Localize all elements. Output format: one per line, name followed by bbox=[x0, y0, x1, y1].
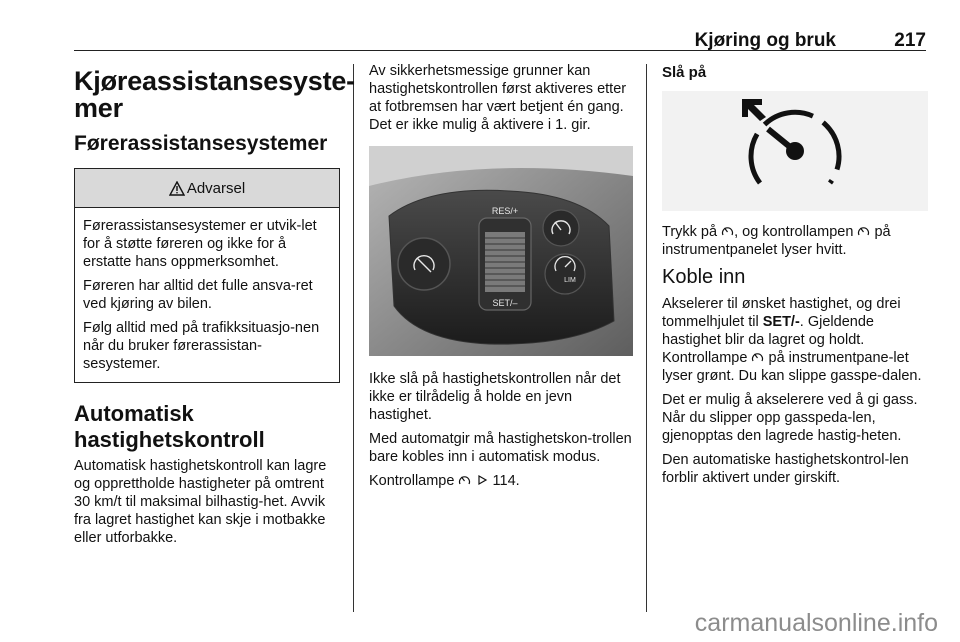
column-divider bbox=[353, 64, 354, 612]
warning-body bbox=[75, 208, 339, 382]
switch-on-paragraph bbox=[662, 223, 928, 259]
section-heading-line1: Automatisk bbox=[74, 401, 194, 426]
engage-text-b: . Gjeldende hastighet blir da lagret og holdt. Kontrollampe bbox=[662, 314, 874, 366]
section-heading-line2: hastighetskontroll bbox=[74, 427, 265, 452]
engage-heading: Koble inn bbox=[662, 266, 746, 288]
column-middle bbox=[369, 62, 633, 496]
cruise-control-lamp-icon bbox=[857, 225, 870, 237]
engage-text-c: på instrumentpane-let lyser grønt. Du kan slippe gasspe-dalen. bbox=[662, 350, 922, 384]
section-heading bbox=[74, 401, 340, 453]
warning-paragraph: Føreren har alltid det fulle ansva-ret ved kjøring av bilen. bbox=[83, 278, 313, 312]
chapter-subtitle: Førerassistansesystemer bbox=[74, 132, 328, 155]
automatic-paragraph: Med automatgir må hastighetskon-trollen bare kobles inn i automatisk modus. bbox=[369, 431, 632, 465]
column-divider bbox=[646, 64, 647, 612]
lim-label: LIM bbox=[564, 277, 576, 284]
warning-paragraph: Førerassistansesystemer er utvik-let for å støtte føreren og ikke for å erstatte hans oppmerksomhet. bbox=[83, 218, 317, 270]
section-title: Kjøring og bruk bbox=[694, 30, 836, 51]
res-label: RES/+ bbox=[491, 206, 519, 216]
set-button-label: SET/- bbox=[762, 314, 800, 330]
intro-paragraph: Automatisk hastighetskontroll kan lagre og opprettholde hastigheter på omtrent 30 km/t til maksimal bilhastig-het. Avvik fra lagret hastighet kan skje i motbakke eller utforbakke. bbox=[74, 458, 327, 546]
chapter-title-line1: Kjøreassistansesyste- bbox=[74, 66, 355, 96]
set-label: SET/– bbox=[492, 298, 518, 308]
safety-paragraph: Av sikkerhetsmessige grunner kan hastighetskontrollen først aktiveres etter at fotbremsen har vært betjent én gang. Det er ikke mulig å aktivere i 1. gir. bbox=[369, 63, 627, 133]
warning-header bbox=[75, 169, 339, 208]
warning-box bbox=[74, 168, 340, 383]
control-lamp-text: Kontrollampe bbox=[369, 473, 455, 489]
cruise-control-lamp-icon bbox=[751, 351, 764, 363]
engage-paragraph bbox=[662, 295, 928, 385]
steering-wheel-controls-image bbox=[369, 146, 633, 356]
cruise-control-button-icon bbox=[721, 225, 734, 237]
page-reference-icon[interactable] bbox=[476, 474, 489, 486]
header-rule bbox=[74, 50, 926, 51]
accelerate-paragraph: Det er mulig å akselerere ved å gi gass. Når du slipper opp gasspeda-len, gjenopptas den lagrede hastig-heten. bbox=[662, 392, 918, 444]
warning-label: Advarsel bbox=[186, 179, 246, 197]
column-right bbox=[662, 62, 928, 493]
switch-on-text-a: Trykk på bbox=[662, 224, 718, 240]
advice-paragraph: Ikke slå på hastighetskontrollen når det ikke er tilrådelig å holde en jevn hastighet. bbox=[369, 371, 621, 423]
column-left bbox=[74, 62, 355, 553]
control-lamp-paragraph bbox=[369, 472, 633, 490]
warning-triangle-icon bbox=[169, 181, 185, 196]
page-header bbox=[74, 24, 926, 51]
watermark: carmanualsonline.info bbox=[694, 609, 938, 637]
page-reference[interactable]: 114. bbox=[492, 473, 520, 489]
warning-paragraph: Følg alltid med på trafikksituasjo-nen når du bruker førerassistan-sesystemer. bbox=[83, 320, 320, 372]
switch-on-heading: Slå på bbox=[662, 64, 707, 81]
chapter-title bbox=[74, 66, 355, 123]
gearshift-paragraph: Den automatiske hastighetskontrol-len forblir aktivert under girskift. bbox=[662, 452, 909, 486]
chapter-title-line2: mer bbox=[74, 93, 123, 123]
page-number: 217 bbox=[894, 30, 926, 51]
cruise-control-icon bbox=[662, 91, 928, 211]
engage-text-a: Akselerer til ønsket hastighet, og drei tommelhjulet til bbox=[662, 296, 901, 330]
switch-on-text-b: , og kontrollampen bbox=[734, 224, 854, 240]
cruise-control-lamp-icon bbox=[458, 474, 471, 486]
switch-on-text-c: på instrumentpanelet lyser hvitt. bbox=[662, 224, 891, 258]
